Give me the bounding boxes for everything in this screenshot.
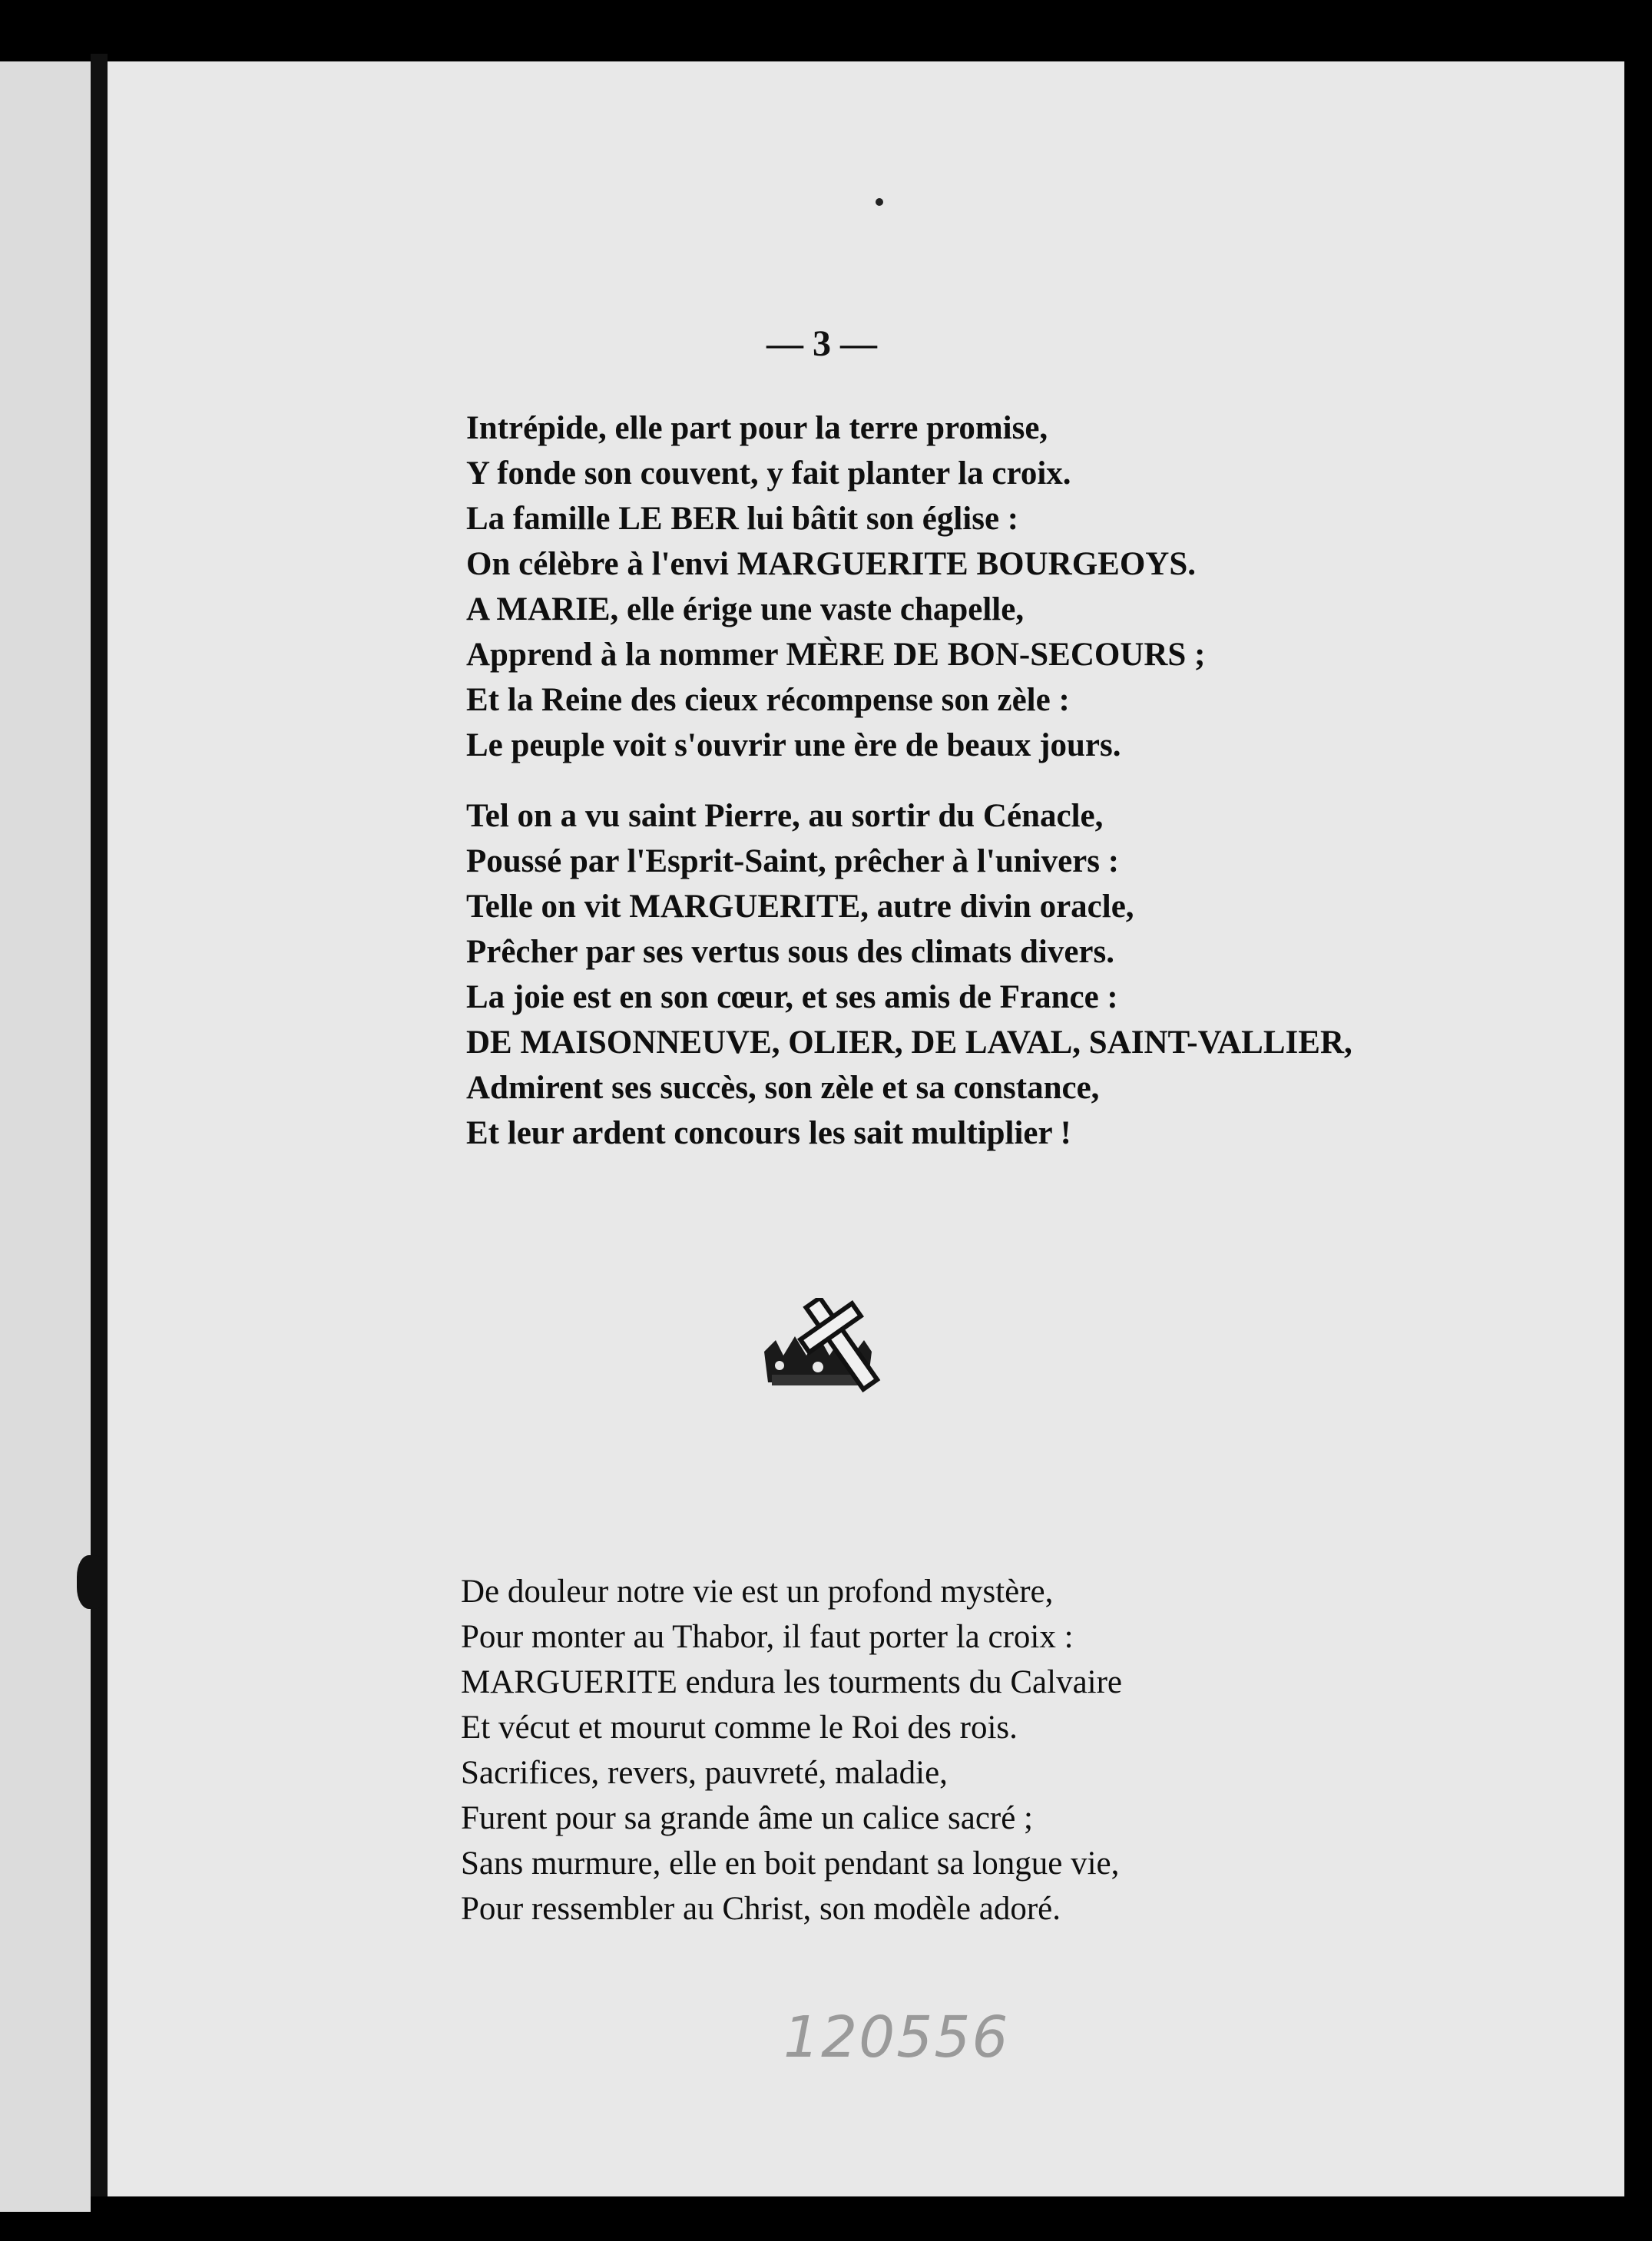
verse-line: Le peuple voit s'ouvrir une ère de beaux jours.: [466, 727, 1121, 763]
verse-line: Poussé par l'Esprit-Saint, prêcher à l'univers :: [466, 843, 1120, 879]
binding-mark: [77, 1555, 108, 1609]
verse-line: Sacrifices, revers, pauvreté, maladie,: [461, 1755, 948, 1791]
verse-line: De douleur notre vie est un profond mystère,: [461, 1574, 1054, 1610]
verse-line: Intrépide, elle part pour la terre promise,: [466, 410, 1048, 446]
handwritten-catalog-number: 120556: [783, 2004, 1010, 2071]
verse-line: Y fonde son couvent, y fait planter la croix.: [466, 455, 1071, 492]
left-page-edge: [0, 61, 91, 2212]
verse-line: Prêcher par ses vertus sous des climats divers.: [466, 934, 1114, 970]
verse-line: Pour monter au Thabor, il faut porter la croix :: [461, 1619, 1074, 1655]
page-number: — 3 —: [766, 323, 877, 364]
stanza-1: [466, 405, 1205, 768]
verse-line: DE MAISONNEUVE, OLIER, DE LAVAL, SAINT-VALLIER,: [466, 1025, 1352, 1061]
verse-line: Apprend à la nommer MÈRE DE BON-SECOURS ;: [466, 637, 1206, 673]
crown-with-cross-icon: [756, 1298, 895, 1405]
book-spine: [91, 54, 108, 2196]
verse-line: Pour ressembler au Christ, son modèle adoré.: [461, 1891, 1061, 1927]
verse-line: Tel on a vu saint Pierre, au sortir du Cénacle,: [466, 798, 1104, 834]
verse-line: Et vécut et mourut comme le Roi des rois.: [461, 1710, 1018, 1746]
stanza-3: [461, 1569, 1122, 1931]
ink-dot: [876, 198, 883, 206]
verse-line: On célèbre à l'envi MARGUERITE BOURGEOYS.: [466, 546, 1197, 582]
verse-line: La famille LE BER lui bâtit son église :: [466, 501, 1019, 537]
verse-line: Sans murmure, elle en boit pendant sa longue vie,: [461, 1845, 1120, 1882]
verse-line: La joie est en son cœur, et ses amis de France :: [466, 979, 1118, 1015]
verse-line: Telle on vit MARGUERITE, autre divin oracle,: [466, 889, 1134, 925]
verse-line: Et leur ardent concours les sait multiplier !: [466, 1115, 1071, 1151]
verse-line: Furent pour sa grande âme un calice sacré ;: [461, 1800, 1034, 1836]
verse-line: A MARIE, elle érige une vaste chapelle,: [466, 591, 1025, 627]
verse-line: MARGUERITE endura les tourments du Calvaire: [461, 1664, 1123, 1700]
verse-line: Admirent ses succès, son zèle et sa constance,: [466, 1070, 1100, 1106]
verse-line: Et la Reine des cieux récompense son zèle :: [466, 682, 1070, 718]
stanza-2: [466, 793, 1352, 1156]
